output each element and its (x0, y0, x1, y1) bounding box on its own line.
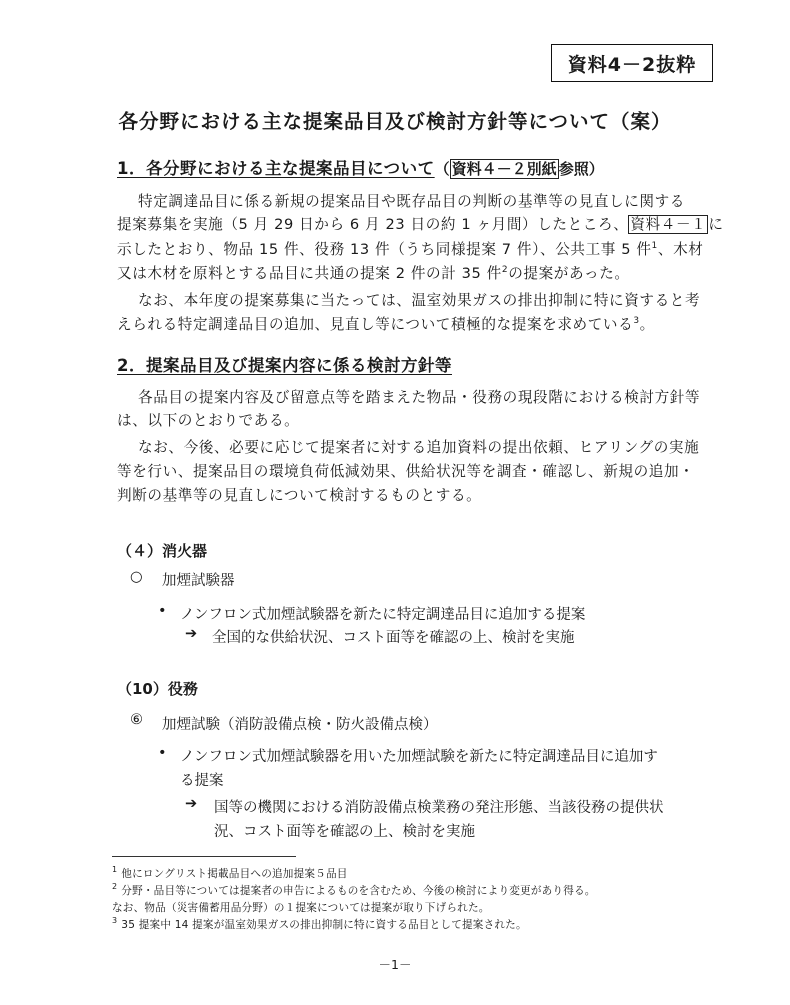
text-segment: 提案募集を実施（5 月 29 日から 6 月 23 日の約 1 ヶ月間）したところ、 (117, 216, 629, 233)
section-1-heading-row (117, 155, 604, 179)
policy-text: 況、コスト面等を確認の上、検討を実施 (214, 824, 475, 840)
category-4-heading: （４）消火器 (117, 542, 208, 560)
reference-annex-box: 資料４－２別紙 (451, 160, 557, 178)
paragraph-line (117, 313, 655, 334)
footnote (112, 900, 490, 915)
text-segment: えられる特定調達品目の追加、見直し等について積極的な提案を求めている (117, 316, 634, 333)
footnote-marker: 2 (501, 265, 509, 276)
paragraph-line (117, 262, 630, 283)
paragraph-line (117, 213, 724, 234)
reference-open-paren: （ (434, 160, 450, 178)
circle-marker-icon: ○ (130, 569, 143, 585)
footnote (112, 883, 596, 898)
circled-six-marker-icon: ⑥ (130, 712, 143, 728)
footnote-text: なお、物品（災害備蓄用品分野）の１提案については提案が取り下げられた。 (112, 902, 490, 914)
text-segment: に (708, 216, 724, 233)
document-reference-stamp: 資料4－2抜粋 (551, 44, 713, 82)
footnote-text: 他にロングリスト掲載品目への追加提案５品目 (121, 868, 348, 880)
page-number: －1－ (378, 957, 412, 972)
document-title: 各分野における主な提案品目及び検討方針等について（案） (118, 110, 672, 133)
bullet-icon: • (158, 603, 167, 619)
footnote-marker: 3 (633, 316, 640, 327)
paragraph-line: なお、今後、必要に応じて提案者に対する追加資料の提出依頼、ヒアリングの実施 (138, 439, 700, 456)
footnote (112, 917, 527, 932)
policy-text: 国等の機関における消防設備点検業務の発注形態、当該役務の提供状 (214, 800, 664, 816)
paragraph-line: 判断の基準等の見直しについて検討するものとする。 (117, 487, 482, 504)
text-segment: 。 (639, 316, 655, 333)
footnote-mark: 1 (112, 865, 118, 875)
text-segment: 、木材 (657, 241, 704, 258)
reference-tail: 参照） (558, 160, 604, 178)
arrow-icon: ➔ (185, 796, 198, 812)
footnote-mark: 3 (112, 916, 118, 926)
paragraph-line: は、以下のとおりである。 (117, 412, 300, 429)
policy-text: 全国的な供給状況、コスト面等を確認の上、検討を実施 (212, 630, 575, 646)
paragraph-line: なお、本年度の提案募集に当たっては、温室効果ガスの排出抑制に特に資すると考 (138, 292, 701, 309)
text-segment: の提案があった。 (508, 265, 630, 282)
reference-box: 資料４－１ (630, 216, 707, 233)
arrow-icon: ➔ (185, 626, 198, 642)
item-name: 加煙試験（消防設備点検・防火設備点検） (162, 717, 438, 733)
paragraph-line (117, 238, 703, 259)
footnote-marker: 1 (651, 241, 658, 252)
footnote-mark: 2 (112, 882, 118, 892)
bullet-icon: • (158, 745, 167, 761)
category-10-heading: （10）役務 (117, 680, 198, 698)
proposal-text: ノンフロン式加煙試験器を用いた加煙試験を新たに特定調達品目に追加す (180, 749, 658, 765)
footnote-text: 35 提案中 14 提案が温室効果ガスの排出抑制に特に資する品目として提案された。 (121, 919, 527, 931)
footnote-divider (112, 856, 296, 857)
paragraph-line: 各品目の提案内容及び留意点等を踏まえた物品・役務の現段階における検討方針等 (138, 389, 701, 406)
footnote-text: 分野・品目等については提案者の申告によるものを含むため、今後の検討により変更があり得る。 (121, 885, 596, 897)
proposal-text: ノンフロン式加煙試験器を新たに特定調達品目に追加する提案 (180, 607, 586, 623)
section-1-heading: 1．各分野における主な提案品目について (117, 159, 435, 178)
paragraph-line: 特定調達品目に係る新規の提案品目や既存品目の判断の基準等の見直しに関する (138, 193, 685, 210)
paragraph-line: 等を行い、提案品目の環境負荷低減効果、供給状況等を調査・確認し、新規の追加・ (117, 463, 695, 480)
item-name: 加煙試験器 (162, 573, 235, 589)
section-2-heading: 2．提案品目及び提案内容に係る検討方針等 (117, 356, 452, 375)
footnote (112, 866, 348, 881)
text-segment: 示したとおり、物品 15 件、役務 13 件（うち同様提案 7 件）、公共工事 5 件 (117, 241, 652, 258)
proposal-text: る提案 (180, 773, 224, 789)
text-segment: 又は木材を原料とする品目に共通の提案 2 件の計 35 件 (117, 265, 502, 282)
